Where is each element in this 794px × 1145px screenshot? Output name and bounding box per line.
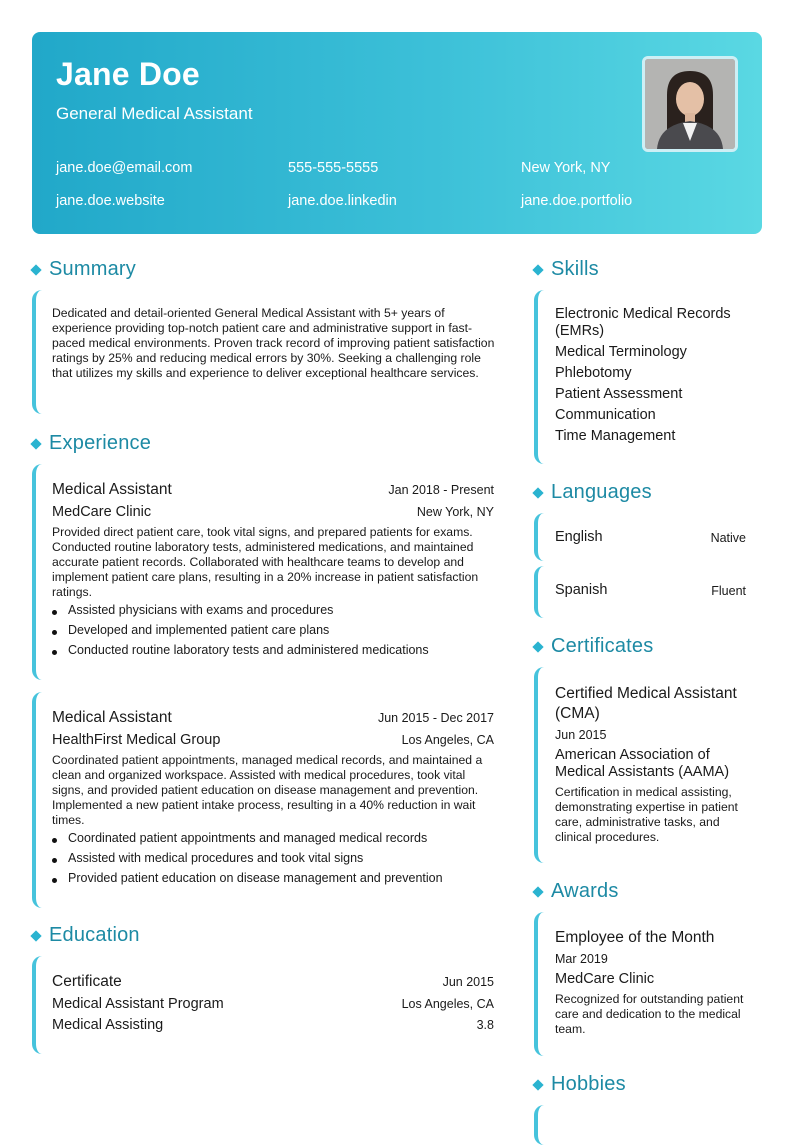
skills-section-header [534, 258, 599, 281]
certificate-name: Certified Medical Assistant (CMA) [555, 685, 737, 722]
diamond-bullet-icon [30, 264, 41, 275]
job-bullet: Developed and implemented patient care plans [52, 623, 329, 637]
education-degree: Certificate [52, 973, 122, 990]
job-company: HealthFirst Medical Group [52, 732, 221, 748]
job-role: Medical Assistant [52, 709, 172, 726]
contact-website[interactable]: jane.doe.website [56, 193, 165, 209]
job-bullet: Assisted with medical procedures and took vital signs [52, 851, 363, 865]
diamond-bullet-icon [30, 930, 41, 941]
hobbies-card [534, 1105, 766, 1145]
languages-heading: Languages [551, 481, 652, 503]
award-issuer: MedCare Clinic [555, 971, 655, 987]
skill-item: Patient Assessment [555, 386, 683, 402]
education-location: Los Angeles, CA [401, 997, 494, 1011]
bullet-dot-icon [52, 878, 57, 883]
job-description: Provided direct patient care, took vital signs, and prepared patients for exams. Conducted routine laboratory tests, administered medications, and maintained accurate patient records. Collaborated with healthcare teams to develop and implement patient care plans, resulting in a 20% increase in patient satisfaction ratings. [52, 525, 479, 599]
skill-item: Communication [555, 407, 656, 423]
diamond-bullet-icon [532, 1079, 543, 1090]
job-company: MedCare Clinic [52, 504, 152, 520]
candidate-name: Jane Doe [56, 56, 200, 92]
contact-linkedin[interactable]: jane.doe.linkedin [288, 193, 397, 209]
certificate-issuer: American Association of Medical Assistants (AAMA) [555, 747, 730, 780]
contact-location: New York, NY [521, 160, 611, 176]
awards-section-header [534, 880, 619, 903]
diamond-bullet-icon [30, 438, 41, 449]
diamond-bullet-icon [532, 264, 543, 275]
bullet-dot-icon [52, 610, 57, 615]
diamond-bullet-icon [532, 641, 543, 652]
certificate-date: Jun 2015 [555, 728, 607, 742]
bullet-dot-icon [52, 630, 57, 635]
candidate-title: General Medical Assistant [56, 104, 253, 123]
contact-email[interactable]: jane.doe@email.com [56, 160, 193, 176]
award-description: Recognized for outstanding patient care and dedication to the medical team. [555, 992, 744, 1036]
education-date: Jun 2015 [442, 975, 494, 989]
profile-photo [642, 56, 738, 152]
education-heading: Education [49, 924, 140, 946]
certificates-section-header [534, 635, 653, 658]
skill-item: Time Management [555, 428, 676, 444]
language-level: Native [710, 531, 746, 545]
skill-item: Medical Terminology [555, 344, 687, 360]
diamond-bullet-icon [532, 886, 543, 897]
award-name: Employee of the Month [555, 929, 715, 946]
diamond-bullet-icon [532, 487, 543, 498]
job-location: New York, NY [416, 505, 494, 519]
job-location: Los Angeles, CA [401, 733, 494, 747]
job-dates: Jan 2018 - Present [388, 483, 494, 497]
bullet-dot-icon [52, 838, 57, 843]
awards-heading: Awards [551, 880, 619, 902]
job-bullet: Provided patient education on disease management and prevention [52, 871, 443, 885]
job-role: Medical Assistant [52, 481, 172, 498]
certificates-heading: Certificates [551, 635, 654, 657]
contact-phone[interactable]: 555-555-5555 [288, 160, 379, 176]
summary-text: Dedicated and detail-oriented General Medical Assistant with 5+ years of experience providing top-notch patient care and administrative support in fast-paced medical environments. Proven track record of improving patient satisfaction ratings by 25% and reducing medical errors by 30%. Seeking a challenging role that utilizes my skills and experience to deliver exceptional healthcare services. [52, 306, 495, 380]
resume-header [32, 32, 762, 234]
language-name: Spanish [555, 582, 608, 598]
education-gpa: 3.8 [476, 1018, 494, 1032]
job-bullet: Assisted physicians with exams and procedures [52, 603, 333, 617]
summary-heading: Summary [49, 258, 136, 280]
hobbies-section-header [534, 1073, 626, 1096]
skill-item: Phlebotomy [555, 365, 632, 381]
language-level: Fluent [711, 584, 746, 598]
summary-section-header [32, 258, 136, 281]
experience-section-header [32, 432, 151, 455]
job-description: Coordinated patient appointments, managed medical records, and maintained a clean and organized workspace. Assisted with medical procedures, took vital signs, and provided patient education on disease management and prevention. Implemented a new patient intake process, resulting in a 40% reduction in wait times. [52, 753, 483, 827]
skills-heading: Skills [551, 258, 599, 280]
certificate-description: Certification in medical assisting, demonstrating expertise in patient care, administrative tasks, and clinical procedures. [555, 785, 738, 844]
person-avatar-icon [645, 59, 735, 149]
award-date: Mar 2019 [555, 952, 608, 966]
education-section-header [32, 924, 140, 947]
bullet-dot-icon [52, 858, 57, 863]
education-field: Medical Assisting [52, 1017, 164, 1033]
languages-section-header [534, 481, 652, 504]
language-name: English [555, 529, 603, 545]
bullet-dot-icon [52, 650, 57, 655]
hobbies-heading: Hobbies [551, 1073, 626, 1095]
job-bullet: Conducted routine laboratory tests and administered medications [52, 643, 429, 657]
education-program: Medical Assistant Program [52, 996, 224, 1012]
experience-heading: Experience [49, 432, 152, 454]
skill-item: Electronic Medical Records (EMRs) [555, 306, 731, 339]
job-bullet: Coordinated patient appointments and managed medical records [52, 831, 427, 845]
contact-portfolio[interactable]: jane.doe.portfolio [521, 193, 633, 209]
job-dates: Jun 2015 - Dec 2017 [377, 711, 494, 725]
